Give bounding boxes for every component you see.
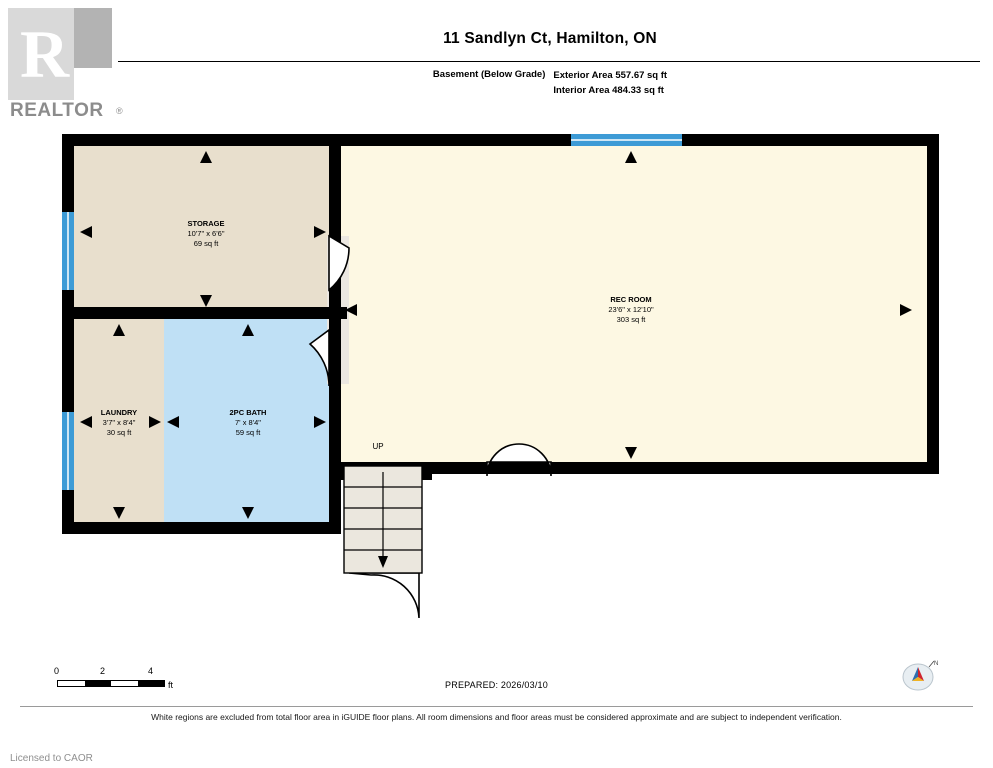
disclaimer-text: White regions are excluded from total floor area in iGUIDE floor plans. All room dimensions and floor areas must be considered approximate and are subject to independent verification.	[151, 712, 842, 722]
room-dimensions-bath: 7' x 8'4"	[235, 418, 261, 427]
scale-tick-1: 2	[100, 666, 106, 676]
scale-tick-2: 4	[148, 666, 154, 676]
room-dimensions-recroom: 23'6" x 12'10"	[608, 305, 654, 314]
room-name-laundry: LAUNDRY	[100, 408, 138, 417]
realtor-logo-wordmark: REALTOR	[10, 100, 104, 121]
room-name-storage: STORAGE	[187, 219, 225, 228]
stairs-up-label: UP	[372, 442, 384, 451]
scale-unit-label: ft	[168, 680, 174, 690]
room-area-storage: 69 sq ft	[193, 239, 219, 248]
compass-icon	[898, 655, 942, 695]
room-area-recroom: 303 sq ft	[616, 315, 646, 324]
scale-tick-0: 0	[54, 666, 60, 676]
realtor-logo-letter: R	[20, 16, 70, 92]
realtor-logo-registered: ®	[116, 106, 123, 116]
page-title: 11 Sandlyn Ct, Hamilton, ON	[443, 30, 657, 47]
room-area-bath: 59 sq ft	[235, 428, 261, 437]
exterior-area-label: Exterior Area 557.67 sq ft	[553, 70, 668, 81]
room-area-laundry: 30 sq ft	[106, 428, 132, 437]
prepared-date: PREPARED: 2026/03/10	[445, 680, 548, 690]
svg-text:N: N	[934, 661, 939, 667]
interior-area-label: Interior Area 484.33 sq ft	[553, 85, 664, 96]
scale-tick-labels	[52, 666, 182, 678]
footer-divider	[20, 706, 973, 707]
room-name-bath: 2PC BATH	[229, 408, 267, 417]
room-dimensions-laundry: 3'7" x 8'4"	[102, 418, 136, 427]
room-dimensions-storage: 10'7" x 6'6"	[187, 229, 225, 238]
licensed-to-label: Licensed to CAOR	[10, 753, 93, 764]
room-name-recroom: REC ROOM	[610, 295, 652, 304]
interior-wall-horizontal	[62, 307, 347, 319]
level-label: Basement (Below Grade)	[432, 69, 546, 80]
door-icon-stair-exit	[349, 573, 419, 618]
